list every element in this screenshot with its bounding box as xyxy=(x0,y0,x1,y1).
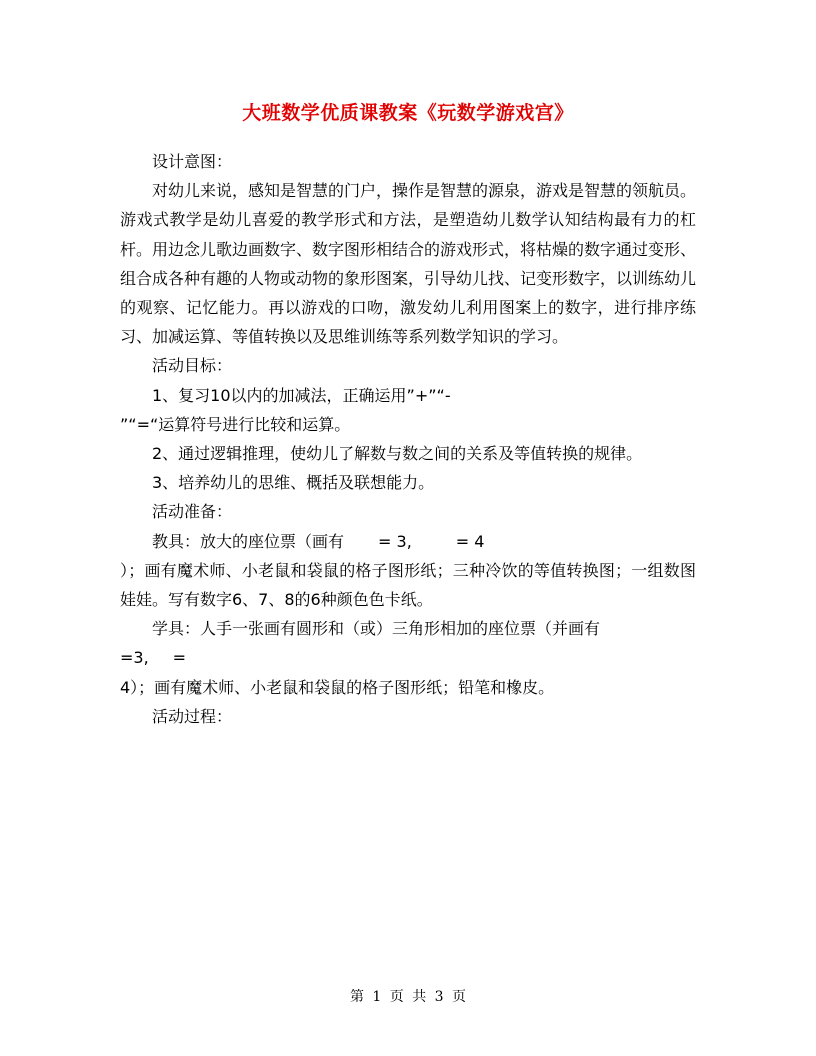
student-equals: = xyxy=(172,648,187,668)
student-tools-continued: 4）；画有魔术师、小老鼠和袋鼠的格子图形纸；铅笔和橡皮。 xyxy=(120,677,555,697)
prep-heading: 活动准备： xyxy=(152,502,233,522)
goals-heading: 活动目标： xyxy=(152,356,233,376)
goal-1-line-2: ”“=“运算符号进行比较和运算。 xyxy=(120,414,351,434)
design-paragraph: 对幼儿来说，感知是智慧的门户，操作是智慧的源泉，游戏是智慧的领航员。游戏式教学是幼儿喜爱的教学形式和方法，是塑造幼儿数学认知结构最有力的杠杆。用边念儿歌边画数字、数字图形相结合的游戏形式，将枯燥的数字通过变形、组合成各种有趣的人物或动物的象形图案，引导幼儿找、记变形数字，以训练幼儿的观察、记忆能力。再以游戏的口吻，激发幼儿利用图案上的数字，进行排序练习、加减运算、等值转换以及思维训练等系列数学知识的学习。 xyxy=(120,181,697,347)
teacher-equals-3: = 3, xyxy=(378,531,412,551)
student-tools-line-2 xyxy=(120,643,696,672)
document-title: 大班数学优质课教案《玩数学游戏宫》 xyxy=(242,102,574,124)
student-equals-3: =3, xyxy=(120,648,149,668)
goal-3: 3、培养幼儿的思维、概括及联想能力。 xyxy=(152,473,435,493)
teacher-tools-line xyxy=(120,527,696,556)
teacher-equals-4: = 4 xyxy=(455,531,485,551)
teacher-tools-continued: ）；画有魔术师、小老鼠和袋鼠的格子图形纸；三种冷饮的等值转换图；一组数图娃娃。写有数字6、7、8的6种颜色色卡纸。 xyxy=(120,560,696,610)
goal-1-line-1: 1、复习10以内的加减法，正确运用”+”“- xyxy=(152,385,451,405)
teacher-tools-text: 教具：放大的座位票（画有 xyxy=(152,531,345,551)
process-heading: 活动过程： xyxy=(152,706,233,726)
page-footer: 第 1 页 共 3 页 xyxy=(349,989,467,1005)
student-tools-line: 学具：人手一张画有圆形和（或）三角形相加的座位票（并画有 xyxy=(152,619,601,639)
document-body xyxy=(120,147,696,731)
goal-2: 2、通过逻辑推理，使幼儿了解数与数之间的关系及等值转换的规律。 xyxy=(152,444,643,464)
design-heading: 设计意图： xyxy=(152,152,233,171)
